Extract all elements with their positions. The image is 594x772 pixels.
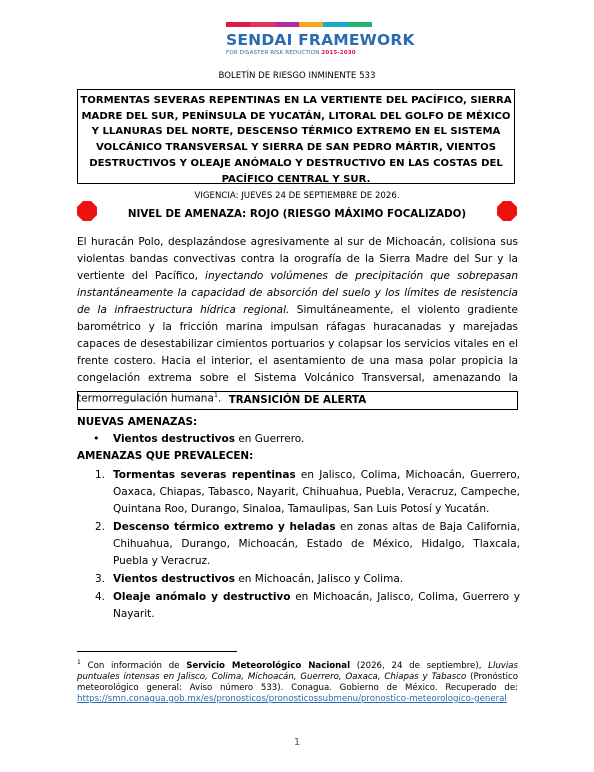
threat-level xyxy=(77,201,517,229)
logo-title: SENDAI FRAMEWORK xyxy=(226,31,415,49)
footnote xyxy=(77,657,518,705)
threat-name: Vientos destructivos xyxy=(113,573,235,585)
list-item xyxy=(95,467,520,518)
logo-bar-segment xyxy=(299,22,323,27)
footnote-number: 1 xyxy=(77,659,81,666)
threat-regions: en Michoacán, Jalisco, Colima, Guerrero y Nayarit. xyxy=(113,591,520,620)
footnote-link[interactable]: https://smn.conagua.gob.mx/es/pronosticos/pronosticossubmenu/pronostico-meteorologico-general xyxy=(77,693,507,704)
red-octagon-icon xyxy=(497,201,517,221)
logo-bar-segment xyxy=(275,22,299,27)
list-item xyxy=(95,571,520,588)
threat-regions: en Jalisco, Colima, Michoacán, Guerrero, Oaxaca, Chiapas, Tabasco, Nayarit, Chihuahua, Puebla, Veracruz, Campeche, Quintana Roo, Durango, Sinaloa, Tamaulipas, San Luis Potosí y Yucatán. xyxy=(113,469,520,515)
footnote-ref[interactable]: 1 xyxy=(213,391,219,399)
validity-date: VIGENCIA: JUEVES 24 DE SEPTIEMBRE DE 2026. xyxy=(194,191,400,201)
bulletin-title: TORMENTAS SEVERAS REPENTINAS EN LA VERTIENTE DEL PACÍFICO, SIERRA MADRE DEL SUR, PENÍNSULA DE YUCATÁN, LITORAL DEL GOLFO DE MÉXICO Y LLANURAS DEL NORTE, DESCENSO TÉRMICO EXTREMO EN EL SISTEMA VOLCÁNICO TRANSVERSAL Y SIERRA DE SAN PEDRO MÁRTIR, VIENTOS DESTRUCTIVOS Y OLEAJE ANÓMALO Y DESTRUCTIVO EN LAS COSTAS DEL PACÍFICO CENTRAL Y SUR. xyxy=(77,89,515,184)
page-number: 1 xyxy=(293,737,301,748)
summary-paragraph xyxy=(77,234,518,408)
logo-bar-segment xyxy=(226,22,250,27)
alert-transition-heading: TRANSICIÓN DE ALERTA xyxy=(77,391,518,410)
summary-text-1: El huracán Polo, desplazándose agresivamente al sur de Michoacán, colisiona sus violentas bandas convectivas contra la orografía de la Sierra Madre del Sur y la vertiente del Pacífico, xyxy=(77,236,518,282)
summary-italic: inyectando volúmenes de precipitación que sobrepasan instantáneamente la capacidad de absorción del suelo y los límites de resistencia de la infraestructura hídrica regional. xyxy=(77,270,519,316)
list-item-number: 2. xyxy=(95,521,106,533)
logo-color-bar xyxy=(226,22,372,27)
list-item xyxy=(95,589,520,623)
bullet-icon: • xyxy=(93,432,100,445)
footnote-text-2: (Pronóstico meteorológico general: Aviso número 533). Conagua. Gobierno de México. Recuperado de: xyxy=(77,671,518,693)
footnote-title: Lluvias puntuales intensas en Jalisco, Colima, Michoacán, Guerrero, Oaxaca, Chiapas y Tabasco xyxy=(77,660,519,682)
list-item-number: 4. xyxy=(95,591,106,603)
bulletin-number: BOLETÍN DE RIESGO INMINENTE 533 xyxy=(218,71,376,81)
new-threats-heading: NUEVAS AMENAZAS: xyxy=(77,416,198,428)
logo-bar-segment xyxy=(323,22,347,27)
threat-regions: en zonas altas de Baja California, Chihuahua, Durango, Michoacán, Estado de México, Hidalgo, Tlaxcala, Puebla y Veracruz. xyxy=(113,521,520,567)
threat-regions: en Michoacán, Jalisco y Colima. xyxy=(235,573,404,585)
list-item-number: 1. xyxy=(95,469,106,481)
prevailing-threats-list xyxy=(95,467,520,624)
threat-name: Descenso térmico extremo y heladas xyxy=(113,521,336,533)
threat-name: Oleaje anómalo y destructivo xyxy=(113,591,291,603)
logo-bar-segment xyxy=(348,22,372,27)
list-item-text xyxy=(113,433,304,445)
footnote-date: (2026, 24 de septiembre), xyxy=(350,660,489,671)
threat-level-label: NIVEL DE AMENAZA: ROJO (RIESGO MÁXIMO FOCALIZADO) xyxy=(127,208,467,220)
logo-bar-segment xyxy=(250,22,274,27)
list-item-number: 3. xyxy=(95,573,106,585)
logo-subtitle xyxy=(226,50,372,56)
prevailing-threats-heading: AMENAZAS QUE PREVALECEN: xyxy=(77,450,254,462)
sendai-framework-logo xyxy=(226,22,415,56)
threat-regions: en Guerrero. xyxy=(235,433,305,445)
summary-end: . xyxy=(218,392,222,405)
logo-subtitle-text: FOR DISASTER RISK REDUCTION xyxy=(226,50,320,56)
logo-years: 2015-2030 xyxy=(321,50,356,56)
summary-text-2: Simultáneamente, el violento gradiente barométrico y la fricción marina impulsan ráfagas huracanadas y marejadas capaces de desestabilizar cimientos portuarios y colapsar los servicios vitales en el frente costero. Hacia el interior, el asentamiento de una masa polar propicia la congelación extrema sobre el Sistema Volcánico Transversal, amenazando la termorregulación humana xyxy=(77,304,518,405)
footnote-source: Servicio Meteorológico Nacional xyxy=(186,660,351,671)
threat-name: Vientos destructivos xyxy=(113,433,235,445)
list-item xyxy=(95,519,520,570)
footnote-text: Con información de xyxy=(80,660,187,671)
footnote-divider xyxy=(77,651,237,652)
threat-name: Tormentas severas repentinas xyxy=(113,469,296,481)
